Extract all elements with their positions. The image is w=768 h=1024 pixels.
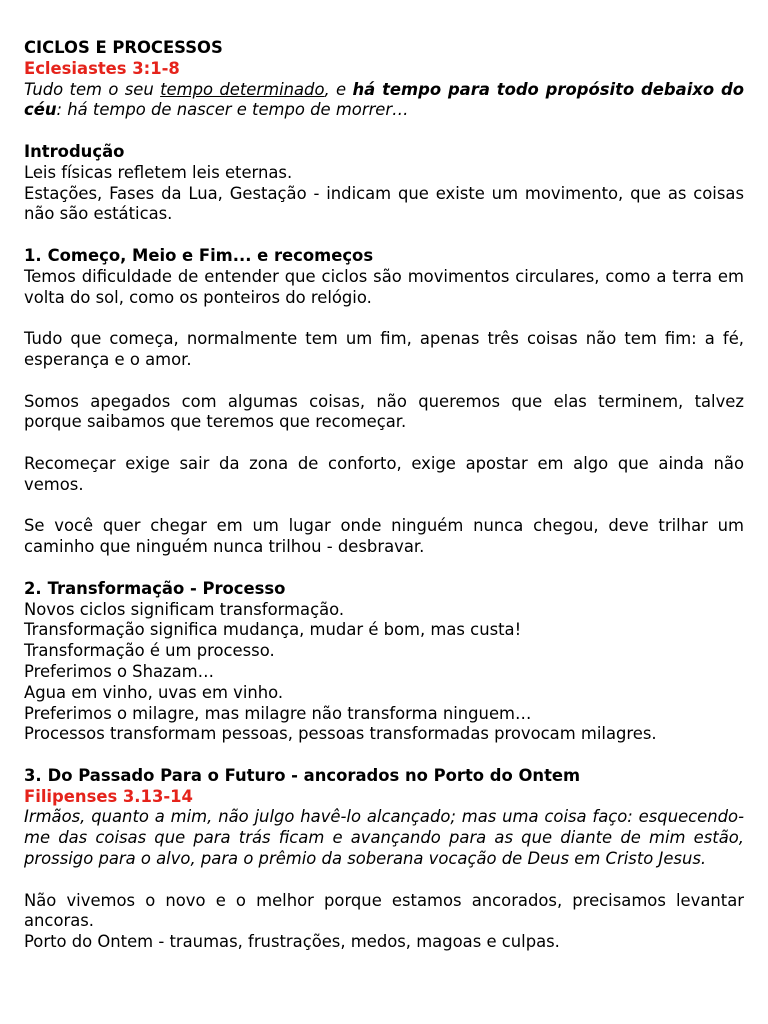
section-3-heading [24, 766, 744, 787]
paragraph: Se você quer chegar em um lugar onde ninguém nunca chegou, deve trilhar um caminho que ninguém nunca trilhou - desbravar. [24, 516, 744, 557]
section-2-heading [24, 579, 744, 600]
paragraph: Somos apegados com algumas coisas, não queremos que elas terminem, talvez porque saibamos que teremos que recomeçar. [24, 391, 744, 432]
line: Porto do Ontem - traumas, frustrações, medos, magoas e culpas. [24, 932, 560, 952]
scripture-verse [24, 80, 744, 122]
intro-line: Estações, Fases da Lua, Gestação - indicam que existe um movimento, que as coisas não são estáticas. [24, 183, 744, 224]
paragraph: Temos dificuldade de entender que ciclos são movimentos circulares, como a terra em volta do sol, como os ponteiros do relógio. [24, 266, 744, 307]
section-title: Do Passado Para o Futuro - ancorados no Porto do Ontem [47, 765, 581, 785]
line: Novos ciclos significam transformação. [24, 599, 345, 619]
line: Preferimos o Shazam… [24, 661, 215, 681]
line: Agua em vinho, uvas em vinho. [24, 682, 284, 702]
intro-line: Leis físicas refletem leis eternas. [24, 162, 293, 182]
intro-heading: Introdução [24, 141, 125, 161]
section-number: 2. [24, 578, 42, 598]
section-1-heading [24, 246, 744, 267]
verse-underlined-text: tempo determinado [160, 79, 325, 99]
line: Preferimos o milagre, mas milagre não transforma ninguem… [24, 703, 532, 723]
verse-text: Tudo tem o seu [24, 79, 161, 99]
document-title: CICLOS E PROCESSOS [24, 38, 223, 57]
section-number: 1. [24, 245, 42, 265]
section-title: Transformação - Processo [47, 578, 286, 598]
verse-text: , e [324, 79, 353, 99]
scripture-verse: Irmãos, quanto a mim, não julgo havê-lo alcançado; mas uma coisa faço: esquecendo-me das coisas que para trás ficam e avançando para as que diante de mim estão, prossigo para o alvo, para o prêmio da soberana vocação de Deus em Cristo Jesus. [24, 807, 744, 869]
verse-text: : há tempo de nascer e tempo de morrer… [56, 100, 409, 120]
line: Transformação é um processo. [24, 641, 275, 661]
section-number: 3. [24, 765, 42, 785]
scripture-reference: Eclesiastes 3:1-8 [24, 58, 180, 78]
document-page [24, 38, 744, 953]
paragraph: Tudo que começa, normalmente tem um fim, apenas três coisas não tem fim: a fé, esperança e o amor. [24, 329, 744, 369]
paragraph: Não vivemos o novo e o melhor porque estamos ancorados, precisamos levantar ancoras. [24, 890, 744, 931]
paragraph: Recomeçar exige sair da zona de conforto, exige apostar em algo que ainda não vemos. [24, 453, 744, 494]
line: Processos transformam pessoas, pessoas transformadas provocam milagres. [24, 724, 657, 744]
verse-bold-text: há tempo para todo propósito debaixo do céu [24, 79, 744, 120]
line: Transformação significa mudança, mudar é bom, mas custa! [24, 620, 522, 640]
section-title: Começo, Meio e Fim... e recomeços [47, 245, 374, 265]
scripture-reference: Filipenses 3.13-14 [24, 786, 193, 806]
